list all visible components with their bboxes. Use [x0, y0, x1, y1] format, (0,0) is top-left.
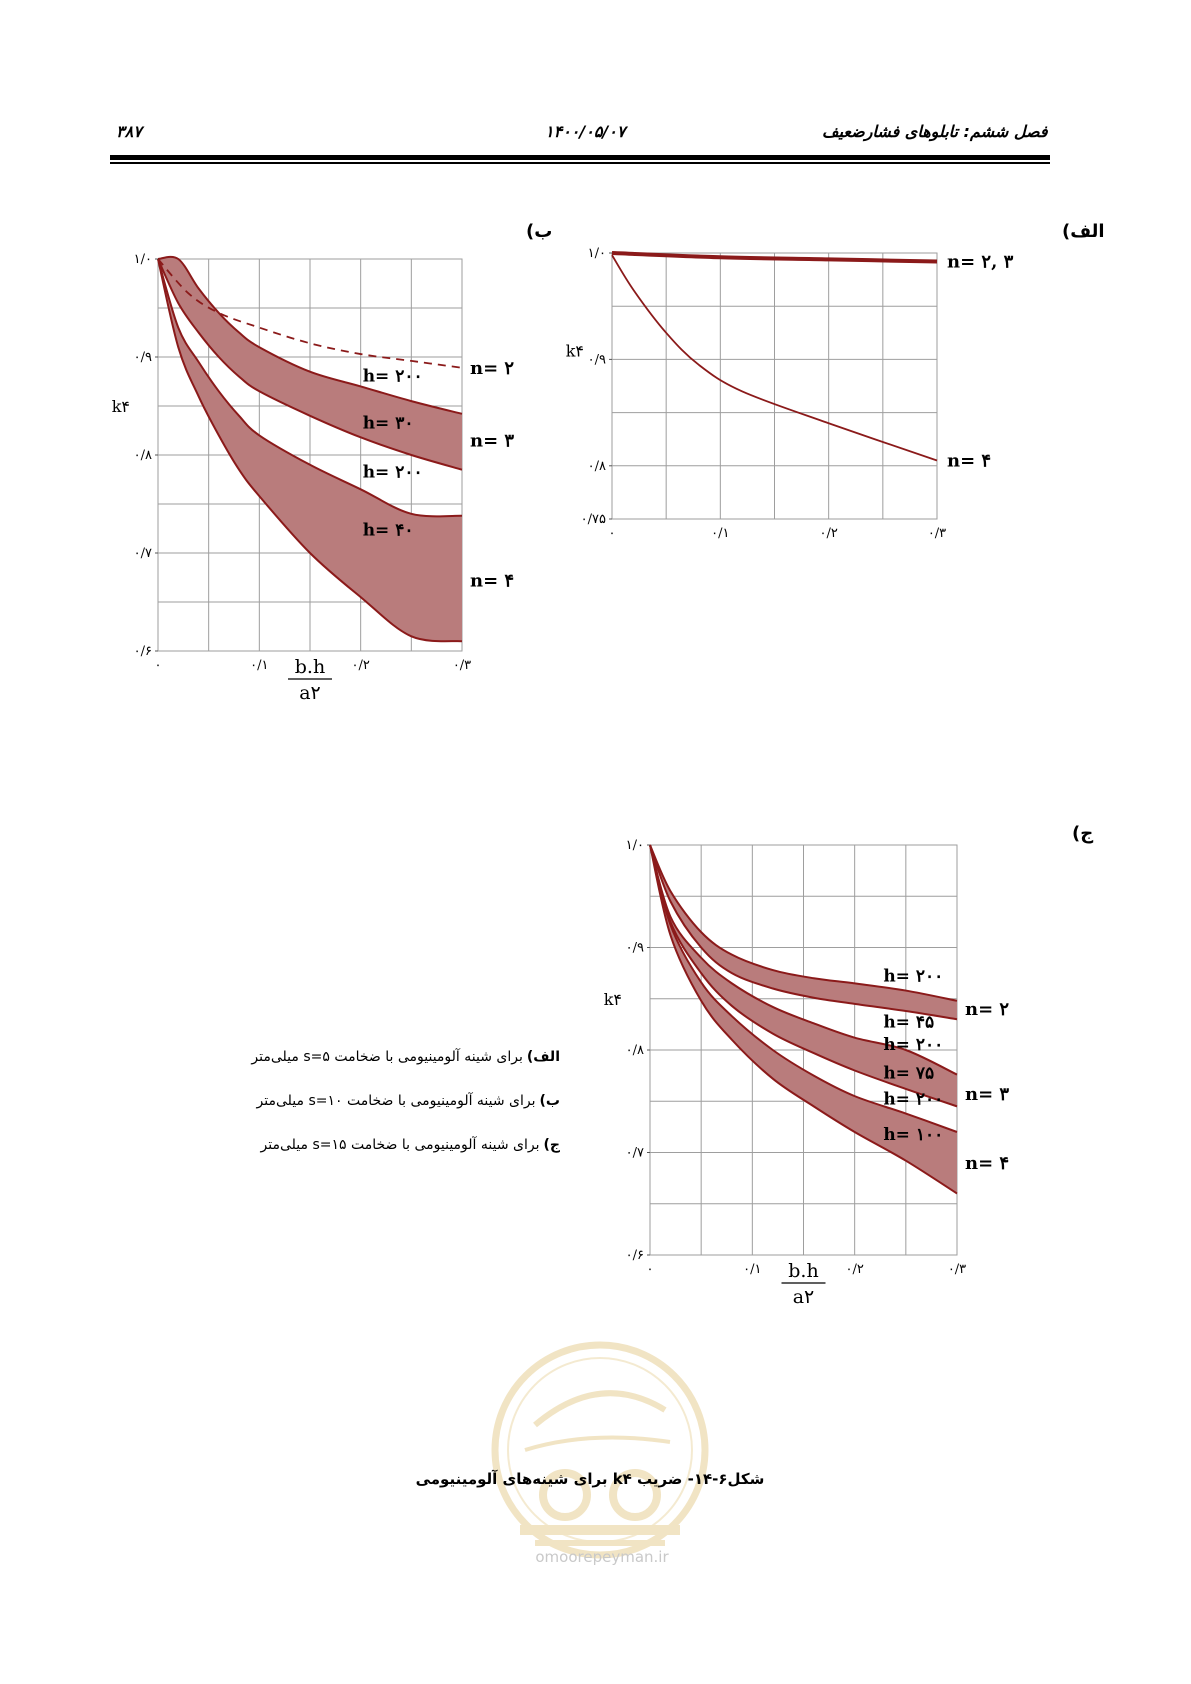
y-tick-label: ۰/۶	[625, 1248, 644, 1263]
y-tick-label: ۰/۷	[133, 546, 152, 561]
series-label: n= ۲	[965, 999, 1010, 1020]
series-label: n= ۴	[470, 570, 515, 592]
legend-key: ج)	[543, 1137, 560, 1153]
chapter-title: فصل ششم: تابلوهای فشارضعیف	[822, 122, 1048, 141]
panel-label-c: ج)	[1072, 823, 1094, 844]
x-tick-label: ۰/۳	[927, 526, 947, 541]
curve-annotation: h= ۴۵	[883, 1012, 935, 1033]
curve-annotation: h= ۱۰۰	[883, 1125, 944, 1146]
legend-text: برای شینه آلومینیومی با ضخامت s=۵ میلی‌متر	[251, 1049, 523, 1065]
y-tick-label: ۰/۸	[625, 1043, 644, 1058]
series-label: n= ۳	[470, 430, 515, 452]
panel-label-b: ب)	[526, 221, 553, 242]
x-axis-label-denominator: a۲	[792, 1286, 815, 1308]
legend-text: برای شینه آلومینیومی با ضخامت s=۱۰ میلی‌متر	[256, 1093, 536, 1109]
x-axis-label-denominator: a۲	[299, 682, 321, 704]
watermark-url: omoorepeyman.ir	[535, 1548, 669, 1566]
header-date: ۱۴۰۰/۰۵/۰۷	[545, 122, 626, 141]
curve-annotation: h= ۲۰۰	[883, 1035, 944, 1055]
figure-caption: شکل۶-۱۴- ضریب k۴ برای شینه‌های آلومینیومی	[415, 1470, 765, 1488]
legend-item-c	[190, 1133, 560, 1177]
grid	[612, 253, 937, 519]
y-tick-label: ۰/۷	[625, 1145, 644, 1161]
chart-a	[565, 246, 1050, 588]
y-tick-label: ۰/۸	[133, 448, 152, 463]
y-axis-label: k۴	[565, 341, 584, 361]
y-tick-label: ۱/۰	[625, 838, 644, 853]
header-rule-thin	[110, 162, 1050, 164]
curve-annotation: h= ۲۰۰	[883, 966, 944, 987]
figure-legend	[190, 1045, 560, 1177]
x-tick-label: ۰/۳	[947, 1262, 967, 1277]
x-tick-label: ۰	[646, 1262, 654, 1277]
series-label: n= ۳	[965, 1084, 1010, 1106]
series-label: n= ۲	[470, 357, 515, 379]
panel-label-a: الف)	[1062, 221, 1105, 242]
x-axis-label-numerator: b.h	[294, 656, 326, 678]
curve-annotation: h= ۲۰۰	[362, 366, 423, 387]
y-axis-label: k۴	[603, 989, 622, 1009]
curve-annotation: h= ۲۰۰	[883, 1089, 944, 1110]
y-tick-label: ۱/۰	[133, 252, 152, 267]
x-tick-label: ۰/۱	[250, 658, 269, 673]
y-axis-label: k۴	[111, 396, 130, 416]
page-number: ۳۸۷	[116, 122, 142, 141]
x-tick-label: ۰/۱	[711, 526, 730, 541]
legend-key: ب)	[539, 1093, 560, 1109]
x-tick-label: ۰	[608, 526, 616, 541]
curve-annotation: h= ۲۰۰	[362, 462, 423, 483]
y-tick-label: ۰/۹	[133, 350, 152, 365]
y-tick-label: ۰/۹	[625, 940, 644, 956]
curve-annotation: h= ۷۵	[883, 1063, 935, 1084]
x-tick-label: ۰/۲	[351, 658, 370, 673]
chart-b	[110, 252, 570, 765]
series-label: n= ۴	[965, 1152, 1010, 1174]
y-tick-label: ۰/۹	[587, 352, 606, 368]
x-tick-label: ۰/۱	[743, 1262, 762, 1277]
curve-annotation: h= ۳۰	[362, 413, 414, 434]
y-tick-label: ۰/۶	[133, 644, 152, 659]
x-tick-label: ۰	[154, 658, 162, 673]
legend-item-b	[190, 1089, 560, 1133]
x-tick-label: ۰/۲	[845, 1262, 864, 1277]
y-tick-label: ۱/۰	[587, 246, 606, 261]
curve-annotation: h= ۴۰	[362, 520, 414, 541]
legend-text: برای شینه آلومینیومی با ضخامت s=۱۵ میلی‌متر	[260, 1137, 540, 1153]
y-tick-label: ۰/۸	[587, 458, 606, 474]
y-tick-label: ۰/۷۵	[580, 512, 606, 527]
series-label: n= ۲, ۳	[947, 251, 1014, 273]
legend-item-a	[190, 1045, 560, 1089]
x-tick-label: ۰/۲	[819, 526, 838, 541]
header-rule-thick	[110, 155, 1050, 160]
legend-key: الف)	[526, 1049, 560, 1065]
chart-c	[603, 838, 1090, 1355]
x-tick-label: ۰/۳	[452, 658, 472, 673]
series-label: n= ۴	[947, 450, 992, 472]
x-axis-label-numerator: b.h	[788, 1260, 819, 1282]
